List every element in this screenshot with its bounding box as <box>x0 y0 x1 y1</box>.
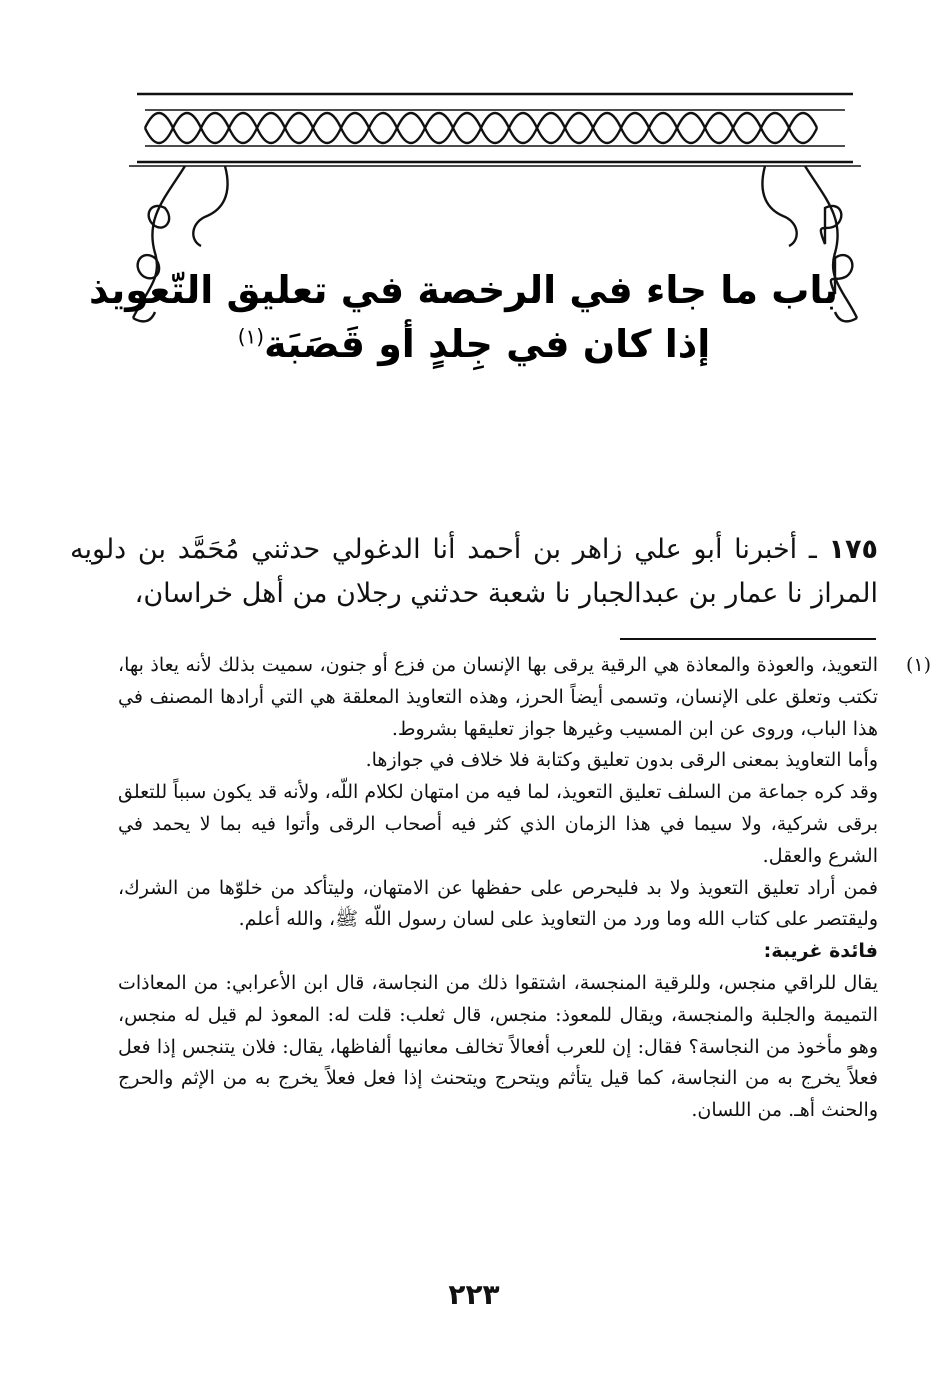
footnote-text-1: التعويذ، والعوذة والمعاذة هي الرقية يرقى بها الإنسان من فزع أو جنون، سميت بذلك لأنه يعاذ بها، تكتب وتعلق على الإنسان، وتسمى أيضاً الحرز، وهذه التعاويذ المعلقة هي التي أرادها المصنف في هذا الباب، وروى عن ابن المسيب وغيرها جواز تعليقها بشروط. <box>118 654 878 740</box>
page-number: ٢٢٣ <box>448 1278 500 1311</box>
footnote-paragraph-3: وقد كره جماعة من السلف تعليق التعويذ، لما فيه من امتهان لكلام اللّه، ولأنه قد يكون سبباً للتعلق برقى شركية، ولا سيما في هذا الزمان الذي كثر فيه أصحاب الرقى وأتوا فيه بما لا يحمد في الشرع والعقل. <box>118 781 878 867</box>
footnote-paragraph-1 <box>118 650 931 745</box>
footnote-paragraph-2: وأما التعاويذ بمعنى الرقى بدون تعليق وكتابة فلا خلاف في جوازها. <box>365 749 878 772</box>
footnote-marker: (١) <box>905 654 931 676</box>
chapter-title-line-2 <box>110 322 838 366</box>
footnote-paragraph-5: يقال للراقي منجس، وللرقية المنجسة، اشتقوا ذلك من النجاسة، قال ابن الأعرابي: من المعاذات التميمة والجلبة والمنجسة، ويقال للمعوذ: منجس، قال ثعلب: قلت له: المعوذ لم قيل له منجس، وهو مأخوذ من النجاسة؟ فقال: إن للعرب أفعالاً تخالف معانيها ألفاظها، يقال: فلان يتنجس إذا فعل فعلاً يخرج به من النجاسة، كما قيل يتأثم ويتحرج ويتحنث إذا فعل فعلاً يخرج به من الإثم والحرج والحنث أهـ. من اللسان. <box>118 971 878 1122</box>
chapter-title-line-1 <box>89 268 838 312</box>
chapter-title-text-1: باب ما جاء في الرخصة في تعليق التّعويذ <box>89 268 838 312</box>
hadith-number: ١٧٥ <box>828 534 878 565</box>
footnote-separator <box>620 638 876 640</box>
footnote-subheading: فائدة غريبة: <box>763 940 878 963</box>
footnote-reference-marker: (١) <box>237 324 265 349</box>
footnote-paragraph-4: فمن أراد تعليق التعويذ ولا بد فليحرص على حفظها عن الامتهان، وليتأكد من خلوّها من الشرك، وليقتصر على كتاب الله وما ورد من التعاويذ على لسان رسول اللّه ﷺ، والله أعلم. <box>118 876 878 931</box>
hadith-body: ـ أخبرنا أبو علي زاهر بن أحمد أنا الدغولي حدثني مُحَمَّد بن دلويه المراز نا عمار بن عبدالجبار نا شعبة حدثني رجلان من أهل خراسان، <box>70 534 878 609</box>
chapter-title-text-2: إذا كان في جِلدٍ أو قَصَبَة <box>264 322 711 366</box>
hadith-text-block <box>70 528 878 616</box>
footnotes-block <box>118 650 931 1127</box>
